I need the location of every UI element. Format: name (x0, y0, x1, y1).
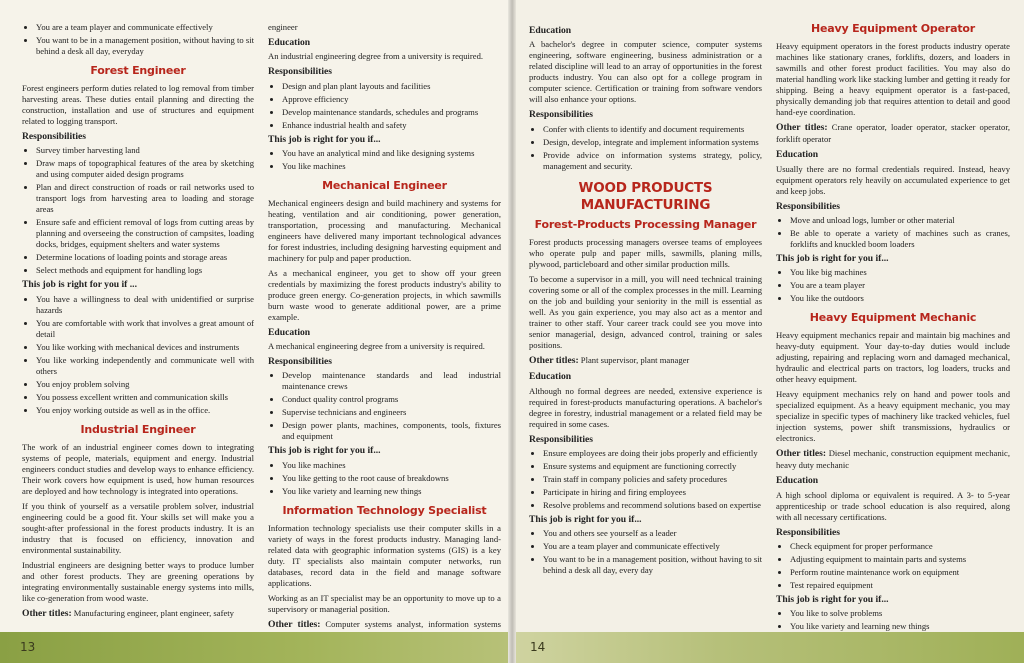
list-item: • You enjoy working outside as well as in the office. (36, 405, 254, 416)
list-item: • Select methods and equipment for handling logs (36, 265, 254, 276)
list-item: • Check equipment for proper performance (790, 541, 1010, 552)
list-item: • Design and plan plant layouts and facilities (282, 81, 501, 92)
list-item: • You like variety and learning new things (282, 486, 501, 497)
list-item: • Confer with clients to identify and document requirements (543, 124, 762, 135)
it-specialist-heading: Information Technology Specialist (282, 503, 487, 517)
list-item: • Ensure safe and efficient removal of logs from cutting areas by planning and overseeing the construction of campsites, loading docks, bridges, equipment shelters and water systems (36, 217, 254, 250)
forest-engineer-heading: Forest Engineer (90, 64, 186, 77)
processing-manager-other-titles (529, 355, 762, 367)
mechanical-engineer-heading: Mechanical Engineer (322, 178, 447, 192)
list-item: • You are a team player and communicate effectively (36, 22, 254, 33)
list-item: • You like working independently and communicate well with others (36, 355, 254, 377)
list-item: • You want to be in a management position, without having to sit behind a desk all day, everyday (36, 35, 254, 57)
continued-text: engineer (268, 22, 298, 32)
list-item: • You like big machines (790, 267, 1010, 278)
processing-manager-paragraph-1: Forest products processing managers oversee teams of employees who operate pulp and paper mills, sawmills, planing mills, plywood, particleboard and other similar production mills. (529, 237, 762, 270)
equipment-operator-education-heading: Education (776, 149, 819, 161)
list-item: • Survey timber harvesting land (36, 145, 254, 156)
page-number-left: 13 (20, 640, 36, 654)
list-item: • Test repaired equipment (790, 580, 1010, 591)
other-titles-label: Other titles: (22, 607, 72, 619)
mechanical-education-heading: Education (268, 326, 311, 338)
forest-right-for-you-list (22, 294, 254, 416)
processing-manager-education-text: Although no formal degrees are needed, extensive experience is required in forest-products manufacturing operations. A bachelor's degree in forestry, industrial management or a related field may be required in some cases. (529, 385, 762, 429)
forest-right-for-you-heading: This job is right for you if ... (22, 279, 137, 291)
list-item: • You like machines (282, 460, 501, 471)
equipment-mechanic-responsibilities-heading: Responsibilities (776, 526, 840, 538)
other-titles-text: Computer systems analyst, information systems (325, 618, 501, 629)
right-footer-band (516, 632, 1024, 663)
list-item: • You are a team player (790, 280, 1010, 291)
column-1 (22, 22, 254, 624)
list-item: • You enjoy problem solving (36, 379, 254, 390)
industrial-paragraph-3: Industrial engineers are designing better ways to produce lumber and other forest products. They are greening operations by integrating environmentally sustainable energy systems into mills, like co-generation from wood waste. (22, 559, 254, 603)
column-2 (268, 22, 501, 646)
list-item: • You like working with mechanical devices and instruments (36, 342, 254, 353)
processing-manager-heading: Forest-Products Processing Manager (534, 218, 757, 232)
page-number-right: 14 (530, 640, 546, 654)
industrial-paragraph-2: If you think of yourself as a versatile problem solver, industrial engineering could be a good fit. Your skills set will make you a sought-after professional in the forest products industry. It is an industry that is focused on efficiency, innovation and environmental sustainability. (22, 500, 254, 555)
list-item: • You have a willingness to deal with unidentified or surprise hazards (36, 294, 254, 316)
other-titles-label: Other titles: (776, 448, 827, 460)
list-item: • You like machines (282, 161, 501, 172)
list-item: • Design power plants, machines, components, tools, fixtures and equipment (282, 420, 501, 442)
other-titles-text: Crane operator, loader operator, stacker operator, forklift operator (776, 122, 1010, 145)
equipment-mechanic-heading: Heavy Equipment Mechanic (809, 311, 977, 325)
equipment-mechanic-responsibilities-list (776, 541, 1010, 591)
mechanical-education-text: A mechanical engineering degree from a university is required. (268, 341, 485, 352)
processing-manager-right-for-you-heading: This job is right for you if... (529, 513, 642, 525)
it-education-heading: Education (529, 25, 572, 36)
industrial-education-text: An industrial engineering degree from a university is required. (268, 51, 484, 62)
other-titles-label: Other titles: (776, 122, 828, 134)
list-item: • You have an analytical mind and like designing systems (282, 148, 501, 159)
forest-responsibilities-list (22, 145, 254, 276)
list-item: • Plan and direct construction of roads or rail networks used to transport logs from harvesting area to loading and storage areas (36, 182, 254, 215)
mechanical-right-for-you-list (268, 460, 501, 497)
equipment-operator-right-for-you-list (776, 267, 1010, 304)
mechanical-right-for-you-heading: This job is right for you if... (268, 445, 381, 457)
list-item: • Approve efficiency (282, 94, 501, 105)
equipment-mechanic-paragraph-2: Heavy equipment mechanics rely on hand and power tools and specialized equipment. As a heavy equipment mechanic, you may specialize in specific types of machinery like tracked vehicles, fuel injection systems, power shift transmissions, hydraulics or electronics. (776, 389, 1010, 444)
list-item: • Adjusting equipment to maintain parts and systems (790, 554, 1010, 565)
other-titles-text: Manufacturing engineer, plant engineer, safety (71, 607, 234, 618)
equipment-operator-other-titles (776, 122, 1010, 145)
list-item: • Be able to operate a variety of machines such as cranes, forklifts and knuckled boom loaders (790, 228, 1010, 250)
forest-responsibilities-heading: Responsibilities (22, 131, 86, 143)
other-titles-label: Other titles: (529, 355, 579, 367)
industrial-right-for-you-list (268, 148, 501, 172)
list-item: • You are a team player and communicate effectively (543, 541, 762, 552)
list-item: • Resolve problems and recommend solutions based on expertise (543, 500, 762, 511)
industrial-education-heading: Education (268, 37, 311, 48)
processing-manager-education-heading: Education (529, 371, 572, 383)
forest-engineer-description: Forest engineers perform duties related to log removal from timber harvesting areas. These duties entail planning and directing the construction, installation and use of structures and equipment related to logging transport. (22, 83, 254, 127)
equipment-operator-responsibilities-heading: Responsibilities (776, 200, 840, 212)
list-item: • Enhance industrial health and safety (282, 120, 501, 131)
list-item: • Develop maintenance standards and lead industrial maintenance crews (282, 370, 501, 392)
wood-products-section-heading: WOOD PRODUCTS MANUFACTURING (578, 179, 713, 213)
list-item: • Train staff in company policies and safety procedures (543, 474, 762, 485)
list-item: • Perform routine maintenance work on equipment (790, 567, 1010, 578)
it-responsibilities-list (529, 124, 762, 172)
intro-bullets (22, 22, 254, 57)
equipment-operator-right-for-you-heading: This job is right for you if... (776, 252, 889, 264)
mechanical-paragraph-2: As a mechanical engineer, you get to show off your green credentials by maximizing the forest products industry's ability to produce green energy. Co-generation projects, in which sawmills burn waste wood to generate additional power, are a prime example. (268, 267, 501, 322)
equipment-mechanic-education-heading: Education (776, 475, 819, 487)
list-item: • You possess excellent written and communication skills (36, 392, 254, 403)
list-item: • Develop maintenance standards, schedules and programs (282, 107, 501, 118)
mechanical-responsibilities-list (268, 370, 501, 442)
column-3 (529, 22, 762, 579)
industrial-responsibilities-list (268, 81, 501, 131)
processing-manager-paragraph-2: To become a supervisor in a mill, you will need technical training covering some or all of the complex processes in the mill. Learning on the job and building your seniority in the mill is essential as well. As you gain experience, you may also act as a mentor and trainer to other staff. Your career track could see you move into senior managerial, design, advanced control, training or sales positions. (529, 274, 762, 351)
other-titles-text: Diesel mechanic, construction equipment mechanic, heavy duty mechanic (776, 448, 1010, 471)
list-item: • You like getting to the root cause of breakdowns (282, 473, 501, 484)
list-item: • Ensure systems and equipment are functioning correctly (543, 461, 762, 472)
list-item: • You are comfortable with work that involves a great amount of detail (36, 318, 254, 340)
industrial-paragraph-1: The work of an industrial engineer comes down to integrating systems of people, materials, equipment and energy. Industrial engineers conduct studies and develop ways to enhance efficiency. Their work covers how equipment is used, how human resources are deployed and how technology is integrated into operations. (22, 441, 254, 496)
left-footer-band (0, 632, 508, 663)
mechanical-paragraph-1: Mechanical engineers design and build machinery and systems for heating, ventilation and air conditioning, power generation, transportation, processing and manufacturing. Mechanical engineers have delivered many important technological advances for forest industries, including designing harvesting equipment and machinery for pulp and paper production. (268, 197, 501, 263)
equipment-mechanic-education-text: A high school diploma or equivalent is required. A 3- to 5-year apprenticeship or trade school education is also required, along with all necessary certifications. (776, 489, 1010, 522)
equipment-mechanic-paragraph-1: Heavy equipment mechanics repair and maintain big machines and heavy-duty equipment. Your day-to-day duties would include adjusting, repairing and replacing worn and damaged mechanical, hydraulic and electrical parts on tractors, log loaders, trucks and other heavy equipment. (776, 330, 1010, 385)
it-paragraph-1: Information technology specialists use their computer skills in a variety of ways in the forest products industry. Managing land-related data with geographic information systems (GIS) is a key duty. IT specialists also maintain computer networks, run databases, record data in the field and manage software applications. (268, 522, 501, 588)
processing-manager-responsibilities-heading: Responsibilities (529, 433, 593, 445)
list-item: • Determine locations of loading points and storage areas (36, 252, 254, 263)
other-titles-label: Other titles: (268, 618, 321, 630)
list-item: • Draw maps of topographical features of the area by sketching and using computer aided design programs (36, 158, 254, 180)
list-item: • You like the outdoors (790, 293, 1010, 304)
list-item: • You like variety and learning new things (790, 621, 1010, 632)
list-item: • Conduct quality control programs (282, 394, 501, 405)
it-education-text: A bachelor's degree in computer science, computer systems engineering, software engineering, business administration or a related discipline will lead to an array of opportunities in the forest products industry. You can also opt for a college program in computer science. Certification or training from software vendors will also enhance your options. (529, 39, 762, 105)
industrial-engineer-heading: Industrial Engineer (80, 422, 196, 436)
processing-manager-right-for-you-list (529, 528, 762, 576)
industrial-other-titles (22, 608, 254, 620)
equipment-operator-heading: Heavy Equipment Operator (811, 22, 975, 35)
list-item: • You and others see yourself as a leader (543, 528, 762, 539)
list-item: • Ensure employees are doing their jobs properly and efficiently (543, 448, 762, 459)
list-item: • Design, develop, integrate and implement information systems (543, 137, 762, 148)
list-item: • You want to be in a management position, without having to sit behind a desk all day, every day (543, 554, 762, 576)
equipment-operator-responsibilities-list (776, 215, 1010, 250)
book-gutter (508, 0, 516, 663)
list-item: • You like to solve problems (790, 608, 1010, 619)
list-item: • Move and unload logs, lumber or other material (790, 215, 1010, 226)
processing-manager-responsibilities-list (529, 448, 762, 511)
column-4 (776, 22, 1010, 659)
equipment-mechanic-other-titles (776, 448, 1010, 471)
industrial-responsibilities-heading: Responsibilities (268, 66, 332, 78)
equipment-mechanic-right-for-you-heading: This job is right for you if... (776, 594, 889, 606)
list-item: • Supervise technicians and engineers (282, 407, 501, 418)
industrial-right-for-you-heading: This job is right for you if... (268, 133, 381, 145)
it-paragraph-2: Working as an IT specialist may be an opportunity to move up to a supervisory or managerial position. (268, 592, 501, 614)
it-responsibilities-heading: Responsibilities (529, 109, 593, 121)
mechanical-responsibilities-heading: Responsibilities (268, 356, 332, 368)
equipment-operator-education-text: Usually there are no formal credentials required. Instead, heavy equipment operators rely heavily on accumulated experience to get and keep jobs. (776, 163, 1010, 196)
list-item: • Participate in hiring and firing employees (543, 487, 762, 498)
equipment-operator-paragraph: Heavy equipment operators in the forest products industry operate machines like stationary cranes, forklifts, dozers, and loaders in sawmills and other forest product facilities. You may also do material handling work like stacking lumber and getting it ready for shipping. Being a heavy equipment operator is a fast-paced, physically demanding job that requires attention to detail and good hand-eye coordination. (776, 41, 1010, 118)
list-item: • Provide advice on information systems strategy, policy, management and security. (543, 150, 762, 172)
other-titles-text: Plant supervisor, plant manager (578, 355, 690, 366)
